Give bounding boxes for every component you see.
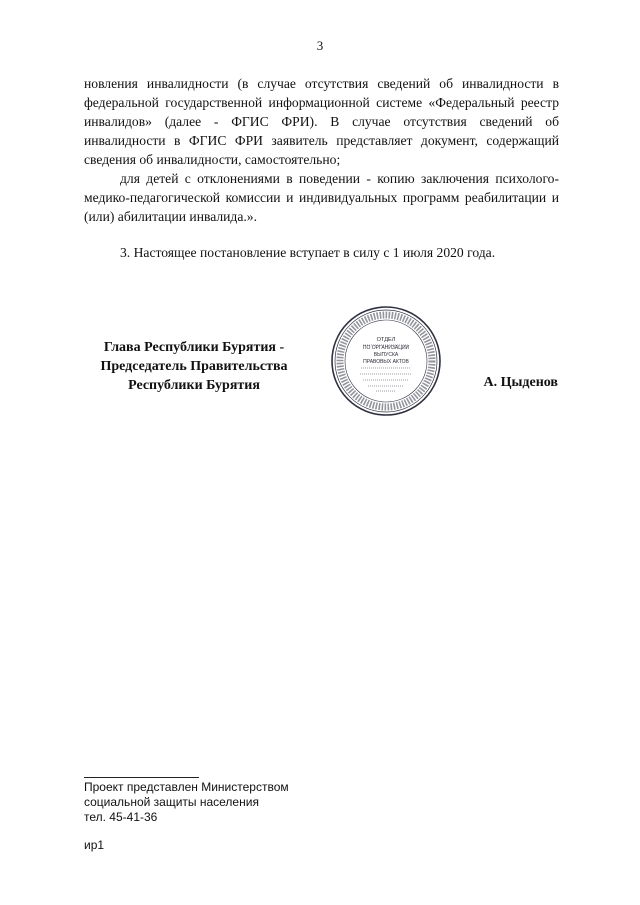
- signatory-title-line: Председатель Правительства: [100, 359, 288, 374]
- stamp-text-line: ПРАВОВЫХ АКТОВ: [363, 359, 409, 365]
- signatory-name: А. Цыденов: [483, 375, 558, 390]
- footnote: [84, 780, 289, 825]
- paragraph-children-behavior: для детей с отклонениями в поведении - копию заключения психолого-медико-педагогической комиссии и индивидуальных программ реабилитации и (или) абилитации инвалида.».: [84, 171, 559, 224]
- official-seal-stamp: [330, 305, 442, 417]
- page-number: 3: [316, 38, 324, 53]
- document-code: ир1: [84, 838, 105, 852]
- footnote-line: тел. 45-41-36: [84, 810, 158, 824]
- paragraph-effective-date: 3. Настоящее постановление вступает в силу с 1 июля 2020 года.: [120, 245, 496, 260]
- footnote-line: социальной защиты населения: [84, 795, 259, 809]
- paragraph-disability-info: новления инвалидности (в случае отсутствия сведений об инвалидности в федеральной государственной информационной системе «Федеральный реестр инвалидов» (далее - ФГИС ФРИ). В случае отсутствия сведений об инвалидности в ФГИС ФРИ заявитель представляет документ, содержащий сведения об инвалидности, самостоятельно;: [84, 76, 559, 167]
- stamp-text-line: ВЫПУСКА: [373, 352, 399, 358]
- signatory-title: [84, 338, 304, 395]
- document-body: [84, 74, 559, 262]
- stamp-text-line: ПО ОРГАНИЗАЦИИ: [362, 345, 410, 351]
- footnote-line: Проект представлен Министерством: [84, 780, 289, 794]
- signatory-title-line: Глава Республики Бурятия -: [103, 340, 285, 355]
- stamp-text-line: ОТДЕЛ: [376, 337, 396, 343]
- footnote-divider: [84, 777, 199, 778]
- signatory-title-line: Республики Бурятия: [128, 378, 260, 393]
